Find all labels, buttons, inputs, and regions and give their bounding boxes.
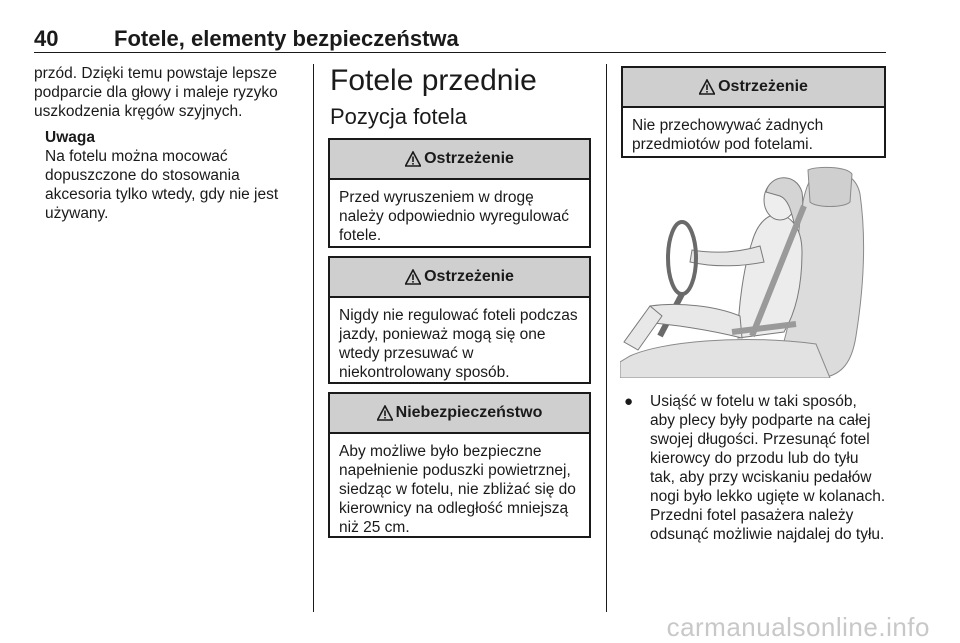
note-text: Na fotelu można mocować dopuszczone do stosowania akcesoria tylko wtedy, gdy nie jest używany. xyxy=(45,148,279,222)
danger-box-title: Niebezpieczeństwo xyxy=(395,404,543,421)
warning-box-2 xyxy=(328,256,591,384)
danger-box-header xyxy=(330,394,589,434)
warning-box-title: Ostrzeżenie xyxy=(718,78,808,95)
danger-box-text: Aby możliwe było bezpieczne napełnienie poduszki powietrznej, siedząc w fotelu, nie zbliżać się do kierownicy na odległość mniejszą niż 25 cm. xyxy=(339,443,576,536)
seat-position-illustration xyxy=(620,166,886,378)
note xyxy=(34,128,296,223)
watermark: carmanualsonline.info xyxy=(666,612,930,642)
subsection-title: Pozycja fotela xyxy=(330,104,467,129)
page-number: 40 xyxy=(34,26,59,51)
column-divider-1 xyxy=(313,64,314,612)
warning-box-title: Ostrzeżenie xyxy=(424,268,514,285)
warning-box-title: Ostrzeżenie xyxy=(424,150,514,167)
section-title: Fotele przednie xyxy=(330,64,537,97)
warning-box-header xyxy=(330,140,589,180)
warning-triangle-icon xyxy=(405,269,421,285)
driver-seat-figure xyxy=(620,166,886,378)
bullet-list-item xyxy=(624,392,886,544)
warning-box-header xyxy=(330,258,589,298)
page-header xyxy=(34,26,886,53)
warning-triangle-icon xyxy=(405,151,421,167)
warning-box-text: Przed wyruszeniem w drogę należy odpowiednio wyregulować fotele. xyxy=(339,189,570,244)
bullet-text: Usiąść w fotelu w taki sposób, aby plecy były podparte na całej swojej długości. Przesunąć fotel kierowcy do przodu lub do tyłu tak, aby przy wciskaniu pedałów nogi było lekko ugięte w kolanach. Przedni fotel pasażera należy odsunąć możliwie najdalej do tyłu. xyxy=(650,393,886,543)
bullet-icon: ● xyxy=(624,393,634,410)
column-divider-2 xyxy=(606,64,607,612)
warning-box-3 xyxy=(621,66,886,158)
chapter-title: Fotele, elementy bezpieczeństwa xyxy=(114,26,459,51)
warning-box-text: Nie przechowywać żadnych przedmiotów pod fotelami. xyxy=(632,117,824,153)
warning-box-text: Nigdy nie regulować foteli podczas jazdy, ponieważ mogą się one wtedy przesuwać w niekontrolowany sposób. xyxy=(339,307,578,381)
warning-triangle-icon xyxy=(699,79,715,95)
warning-box-header xyxy=(623,68,884,108)
intro-paragraph: przód. Dzięki temu powstaje lepsze podparcie dla głowy i maleje ryzyko uszkodzenia kręgów szyjnych. xyxy=(34,65,278,120)
warning-box-1 xyxy=(328,138,591,248)
column-1 xyxy=(34,64,296,223)
note-title: Uwaga xyxy=(45,129,95,146)
warning-triangle-icon xyxy=(377,405,393,421)
danger-box xyxy=(328,392,591,538)
